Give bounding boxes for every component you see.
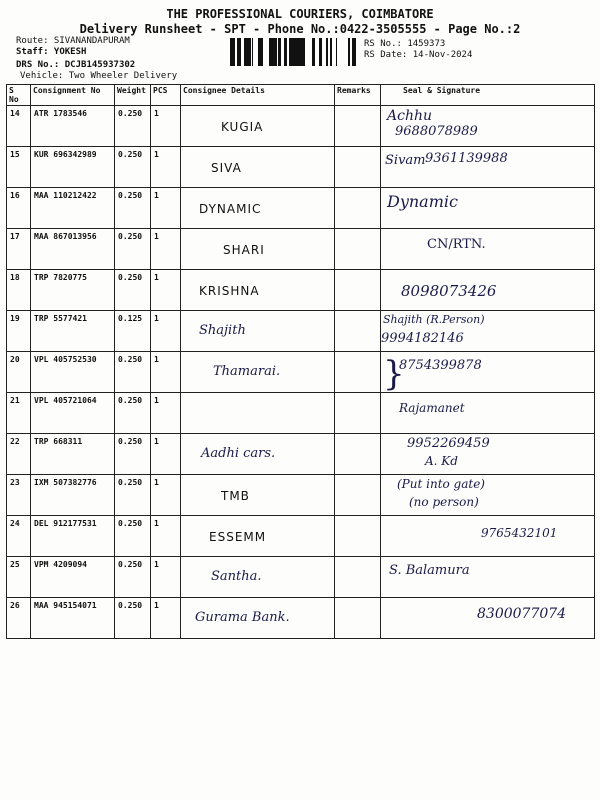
barcode-bar — [232, 38, 234, 66]
row-remarks — [335, 352, 381, 393]
row-remarks — [335, 598, 381, 639]
row-pcs: 1 — [151, 475, 181, 516]
barcode-image — [230, 38, 358, 66]
barcode-bar — [326, 38, 328, 66]
signature-line-2: 9994182146 — [381, 331, 464, 346]
col-pcs: PCS — [151, 85, 181, 106]
signature-line-1: Rajamanet — [399, 401, 465, 415]
row-weight: 0.250 — [115, 188, 151, 229]
barcode-bar — [274, 38, 277, 66]
row-pcs: 1 — [151, 229, 181, 270]
consignee-name: Santha. — [211, 569, 262, 584]
signature-line-1: Dynamic — [387, 192, 458, 211]
row-signature — [381, 434, 595, 475]
barcode-bar — [260, 38, 261, 66]
signature-line-1: 9765432101 — [481, 526, 558, 540]
consignee-name: Gurama Bank. — [195, 610, 290, 625]
row-pcs: 1 — [151, 352, 181, 393]
row-consignment: MAA 945154071 — [31, 598, 115, 639]
barcode-bar — [261, 38, 263, 66]
consignee-name: Thamarai. — [213, 364, 281, 379]
row-weight: 0.250 — [115, 475, 151, 516]
row-consignee — [181, 106, 335, 147]
table-row — [7, 229, 595, 270]
route-label: Route: SIVANANDAPURAM — [16, 36, 130, 46]
row-weight: 0.250 — [115, 147, 151, 188]
row-consignee — [181, 188, 335, 229]
consignee-name: Shajith — [199, 323, 246, 338]
table-row — [7, 106, 595, 147]
row-consignee — [181, 393, 335, 434]
row-remarks — [335, 516, 381, 557]
row-signature — [381, 270, 595, 311]
signature-line-2: 9688078989 — [395, 124, 478, 139]
barcode-bar — [353, 38, 356, 66]
barcode-bar — [234, 38, 235, 66]
row-sno: 25 — [7, 557, 31, 598]
row-pcs: 1 — [151, 557, 181, 598]
company-title: THE PROFESSIONAL COURIERS, COIMBATORE — [166, 7, 434, 21]
row-remarks — [335, 270, 381, 311]
row-consignment: TRP 7820775 — [31, 270, 115, 311]
row-weight: 0.250 — [115, 229, 151, 270]
col-weight: Weight — [115, 85, 151, 106]
row-remarks — [335, 106, 381, 147]
row-pcs: 1 — [151, 434, 181, 475]
table-row — [7, 188, 595, 229]
row-consignee — [181, 434, 335, 475]
table-row — [7, 598, 595, 639]
rs-number: RS No.: 1459373 — [364, 39, 446, 49]
barcode-bar — [294, 38, 297, 66]
row-signature — [381, 557, 595, 598]
barcode-bar — [246, 38, 249, 66]
row-pcs: 1 — [151, 598, 181, 639]
row-sno: 22 — [7, 434, 31, 475]
row-pcs: 1 — [151, 188, 181, 229]
barcode-bar — [319, 38, 322, 66]
row-consignment: MAA 110212422 — [31, 188, 115, 229]
barcode-bar — [291, 38, 294, 66]
row-consignment: VPL 405721064 — [31, 393, 115, 434]
row-pcs: 1 — [151, 516, 181, 557]
row-signature — [381, 229, 595, 270]
consignee-name: KRISHNA — [199, 284, 260, 298]
drs-label: DRS No.: DCJB145937302 — [16, 60, 136, 70]
row-sno: 24 — [7, 516, 31, 557]
barcode-bar — [237, 38, 240, 66]
row-consignment: MAA 867013956 — [31, 229, 115, 270]
staff-label: Staff: YOKESH — [16, 47, 87, 57]
row-consignee — [181, 147, 335, 188]
signature-line-1: Shajith (R.Person) — [383, 313, 485, 326]
table-row — [7, 434, 595, 475]
barcode-bar — [330, 38, 331, 66]
signature-line-1: 8754399878 — [399, 358, 482, 373]
signature-line-1: S. Balamura — [389, 563, 470, 578]
table-header-row — [7, 85, 595, 106]
col-remarks: Remarks — [335, 85, 381, 106]
barcode-bar — [298, 38, 301, 66]
row-consignee — [181, 557, 335, 598]
row-weight: 0.250 — [115, 598, 151, 639]
row-signature — [381, 106, 595, 147]
row-sno: 19 — [7, 311, 31, 352]
row-weight: 0.250 — [115, 393, 151, 434]
row-consignment: ATR 1783546 — [31, 106, 115, 147]
table-row — [7, 557, 595, 598]
col-consignee: Consignee Details — [181, 85, 335, 106]
signature-line-1: 9952269459 — [407, 436, 490, 451]
col-consignment: Consignment No — [31, 85, 115, 106]
barcode-bar — [301, 38, 303, 66]
row-signature — [381, 516, 595, 557]
signature-line-2: 9361139988 — [425, 151, 508, 166]
row-sno: 20 — [7, 352, 31, 393]
row-sno: 14 — [7, 106, 31, 147]
signature-line-1: (Put into gate) — [397, 477, 485, 491]
barcode-bar — [269, 38, 271, 66]
barcode-bar — [240, 38, 241, 66]
table-row — [7, 270, 595, 311]
row-remarks — [335, 229, 381, 270]
row-weight: 0.250 — [115, 434, 151, 475]
row-consignee — [181, 352, 335, 393]
row-sno: 17 — [7, 229, 31, 270]
table-row — [7, 311, 595, 352]
row-sno: 26 — [7, 598, 31, 639]
barcode-bar — [312, 38, 315, 66]
row-remarks — [335, 311, 381, 352]
row-consignee — [181, 311, 335, 352]
row-signature — [381, 352, 595, 393]
runsheet-subtitle: Delivery Runsheet - SPT - Phone No.:0422-3505555 - Page No.:2 — [79, 22, 521, 36]
row-sno: 16 — [7, 188, 31, 229]
barcode-bar — [284, 38, 287, 66]
barcode-bar — [331, 38, 332, 66]
table-row — [7, 147, 595, 188]
row-sno: 23 — [7, 475, 31, 516]
signature-line-1: Sivam — [385, 153, 426, 168]
barcode-bar — [278, 38, 281, 66]
row-consignment: DEL 912177531 — [31, 516, 115, 557]
barcode-bar — [348, 38, 350, 66]
row-consignee — [181, 598, 335, 639]
row-weight: 0.250 — [115, 352, 151, 393]
signature-line-2: 8098073426 — [401, 282, 497, 300]
row-consignment: TRP 668311 — [31, 434, 115, 475]
row-remarks — [335, 557, 381, 598]
consignee-name: SIVA — [211, 161, 242, 175]
row-consignee — [181, 475, 335, 516]
table-row — [7, 516, 595, 557]
row-consignee — [181, 229, 335, 270]
row-consignment: KUR 696342989 — [31, 147, 115, 188]
row-consignment: TRP 5577421 — [31, 311, 115, 352]
row-weight: 0.250 — [115, 270, 151, 311]
barcode-bar — [244, 38, 246, 66]
barcode-bar — [297, 38, 298, 66]
row-pcs: 1 — [151, 311, 181, 352]
row-pcs: 1 — [151, 393, 181, 434]
table-row — [7, 475, 595, 516]
row-pcs: 1 — [151, 106, 181, 147]
row-sno: 18 — [7, 270, 31, 311]
row-remarks — [335, 147, 381, 188]
row-consignee — [181, 516, 335, 557]
barcode-bar — [303, 38, 305, 66]
runsheet-table — [6, 84, 595, 639]
barcode-bar — [271, 38, 274, 66]
row-sno: 15 — [7, 147, 31, 188]
row-consignment: VPL 405752530 — [31, 352, 115, 393]
signature-line-1: 8300077074 — [477, 606, 567, 622]
row-weight: 0.250 — [115, 106, 151, 147]
barcode-bar — [352, 38, 353, 66]
consignee-name: KUGIA — [221, 120, 264, 134]
row-consignee — [181, 270, 335, 311]
row-remarks — [335, 434, 381, 475]
col-signature: Seal & Signature — [381, 85, 595, 106]
row-signature — [381, 147, 595, 188]
barcode-bar — [336, 38, 337, 66]
row-remarks — [335, 188, 381, 229]
consignee-name: DYNAMIC — [199, 202, 262, 216]
table-row — [7, 352, 595, 393]
consignee-name: SHARI — [223, 243, 265, 257]
row-pcs: 1 — [151, 147, 181, 188]
row-weight: 0.250 — [115, 516, 151, 557]
row-signature — [381, 311, 595, 352]
row-signature — [381, 188, 595, 229]
signature-line-1: CN/RTN. — [427, 237, 486, 252]
signature-line-2: (no person) — [409, 495, 479, 509]
bracket-mark: } — [383, 354, 405, 394]
barcode-bar — [252, 38, 253, 66]
row-remarks — [335, 393, 381, 434]
col-sno: S No — [7, 85, 31, 106]
barcode-bar — [230, 38, 232, 66]
row-remarks — [335, 475, 381, 516]
row-signature — [381, 475, 595, 516]
barcode-bar — [289, 38, 291, 66]
consignee-name: TMB — [221, 489, 250, 503]
signature-line-2: A. Kd — [425, 454, 458, 468]
row-pcs: 1 — [151, 270, 181, 311]
consignee-name: Aadhi cars. — [201, 446, 276, 461]
row-signature — [381, 393, 595, 434]
row-sno: 21 — [7, 393, 31, 434]
row-weight: 0.125 — [115, 311, 151, 352]
barcode-bar — [258, 38, 260, 66]
row-weight: 0.250 — [115, 557, 151, 598]
row-signature — [381, 598, 595, 639]
row-consignment: VPM 4209094 — [31, 557, 115, 598]
table-row — [7, 393, 595, 434]
vehicle-label: Vehicle: Two Wheeler Delivery — [20, 71, 178, 81]
row-consignment: IXM 507382776 — [31, 475, 115, 516]
consignee-name: ESSEMM — [209, 530, 267, 544]
barcode-bar — [249, 38, 251, 66]
rs-date: RS Date: 14-Nov-2024 — [364, 50, 473, 60]
signature-line-1: Achhu — [387, 108, 433, 124]
